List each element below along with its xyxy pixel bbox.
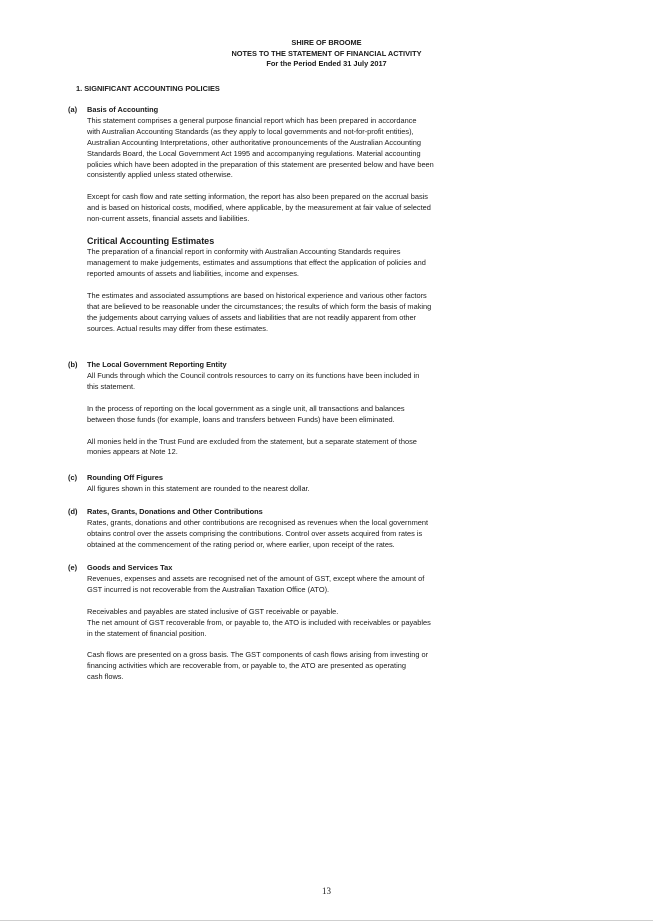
- page-header: [0, 38, 653, 70]
- note-d-paragraph-1: [87, 518, 498, 551]
- note-d-label: (d): [68, 507, 78, 516]
- text-line: obtains control over the assets comprising the contributions. Control over assets acquired from rates is: [87, 528, 423, 538]
- note-e-paragraph-1: [87, 574, 498, 596]
- note-a: [68, 105, 498, 334]
- note-e-heading: Goods and Services Tax: [87, 563, 173, 572]
- text-line: Revenues, expenses and assets are recognised net of the amount of GST, except where the amount of: [87, 573, 425, 583]
- text-line: between those funds (for example, loans and transfers between Funds) have been eliminated.: [87, 414, 395, 424]
- note-b-label: (b): [68, 360, 78, 369]
- text-line: monies appears at Note 12.: [87, 447, 178, 457]
- text-line: management to make judgements, estimates and assumptions that effect the application of policies and: [87, 257, 426, 267]
- text-line: financing activities which are recoverable from, or payable to, the ATO are presented as operating: [87, 661, 406, 671]
- document-title: NOTES TO THE STATEMENT OF FINANCIAL ACTIVITY: [231, 48, 422, 58]
- section-title: 1. SIGNIFICANT ACCOUNTING POLICIES: [76, 84, 220, 93]
- organisation-name: SHIRE OF BROOME: [291, 38, 362, 47]
- note-a-paragraph-4: [87, 291, 498, 335]
- text-line: GST incurred is not recoverable from the Australian Taxation Office (ATO).: [87, 584, 330, 594]
- page-bottom-divider: [0, 920, 653, 921]
- note-e-paragraph-2: [87, 607, 498, 640]
- text-line: cash flows.: [87, 672, 124, 682]
- text-line: Standards Board, the Local Government Act 1995 and accompanying regulations. Material accounting: [87, 148, 421, 158]
- text-line: Australian Accounting Interpretations, other authoritative pronouncements of the Australian Accounting: [87, 137, 422, 147]
- text-line: Receivables and payables are stated inclusive of GST receivable or payable.: [87, 606, 339, 616]
- note-d: [68, 507, 498, 551]
- note-c-label: (c): [68, 473, 78, 482]
- text-line: The net amount of GST recoverable from, or payable to, the ATO is included with receivables or payables: [87, 617, 431, 627]
- text-line: reported amounts of assets and liabilities, income and expenses.: [87, 268, 299, 278]
- text-line: Cash flows are presented on a gross basis. The GST components of cash flows arising from investing or: [87, 650, 429, 660]
- note-a-heading: Basis of Accounting: [87, 105, 159, 114]
- text-line: that are believed to be reasonable under the circumstances; the results of which form the basis of making: [87, 301, 432, 311]
- note-a-paragraph-3: [87, 247, 498, 280]
- note-e-label: (e): [68, 563, 78, 572]
- note-b-paragraph-3: [87, 437, 498, 459]
- text-line: this statement.: [87, 381, 136, 391]
- note-a-label: (a): [68, 105, 78, 114]
- text-line: policies which have been adopted in the preparation of this statement are presented below and have been: [87, 159, 434, 169]
- note-b-paragraph-2: [87, 404, 498, 426]
- note-a-paragraph-2: [87, 192, 498, 225]
- text-line: This statement comprises a general purpose financial report which has been prepared in accordance: [87, 115, 417, 125]
- text-line: The preparation of a financial report in conformity with Australian Accounting Standards requires: [87, 247, 401, 257]
- note-c-paragraph-1: [87, 484, 498, 495]
- note-a-paragraph-1: [87, 116, 498, 181]
- text-line: consistently applied unless stated otherwise.: [87, 170, 233, 180]
- text-line: All Funds through which the Council controls resources to carry on its functions have been included in: [87, 370, 420, 380]
- text-line: All monies held in the Trust Fund are excluded from the statement, but a separate statement of those: [87, 436, 417, 446]
- text-line: In the process of reporting on the local government as a single unit, all transactions and balances: [87, 403, 405, 413]
- note-d-heading: Rates, Grants, Donations and Other Contributions: [87, 507, 263, 516]
- text-line: obtained at the commencement of the rating period or, where earlier, upon receipt of the rates.: [87, 539, 395, 549]
- note-b-paragraph-1: [87, 371, 498, 393]
- text-line: Except for cash flow and rate setting information, the report has also been prepared on the accrual basis: [87, 192, 428, 202]
- text-line: The estimates and associated assumptions are based on historical experience and various other factors: [87, 290, 427, 300]
- critical-estimates-heading: Critical Accounting Estimates: [87, 236, 215, 247]
- text-line: and is based on historical costs, modified, where applicable, by the measurement at fair value of selected: [87, 203, 431, 213]
- text-line: the judgements about carrying values of assets and liabilities that are not readily apparent from other: [87, 312, 417, 322]
- note-c: [68, 473, 498, 495]
- text-line: sources. Actual results may differ from these estimates.: [87, 323, 269, 333]
- reporting-period: For the Period Ended 31 July 2017: [266, 59, 387, 68]
- note-c-heading: Rounding Off Figures: [87, 473, 163, 482]
- text-line: All figures shown in this statement are rounded to the nearest dollar.: [87, 483, 310, 493]
- note-b: [68, 360, 498, 458]
- note-e-paragraph-3: [87, 650, 498, 683]
- page-number: 13: [322, 886, 331, 896]
- note-b-heading: The Local Government Reporting Entity: [87, 360, 227, 369]
- text-line: Rates, grants, donations and other contributions are recognised as revenues when the local government: [87, 517, 428, 527]
- text-line: with Australian Accounting Standards (as they apply to local governments and not-for-profit entities),: [87, 126, 414, 136]
- note-e: [68, 563, 498, 683]
- text-line: in the statement of financial position.: [87, 628, 207, 638]
- text-line: non-current assets, financial assets and liabilities.: [87, 214, 250, 224]
